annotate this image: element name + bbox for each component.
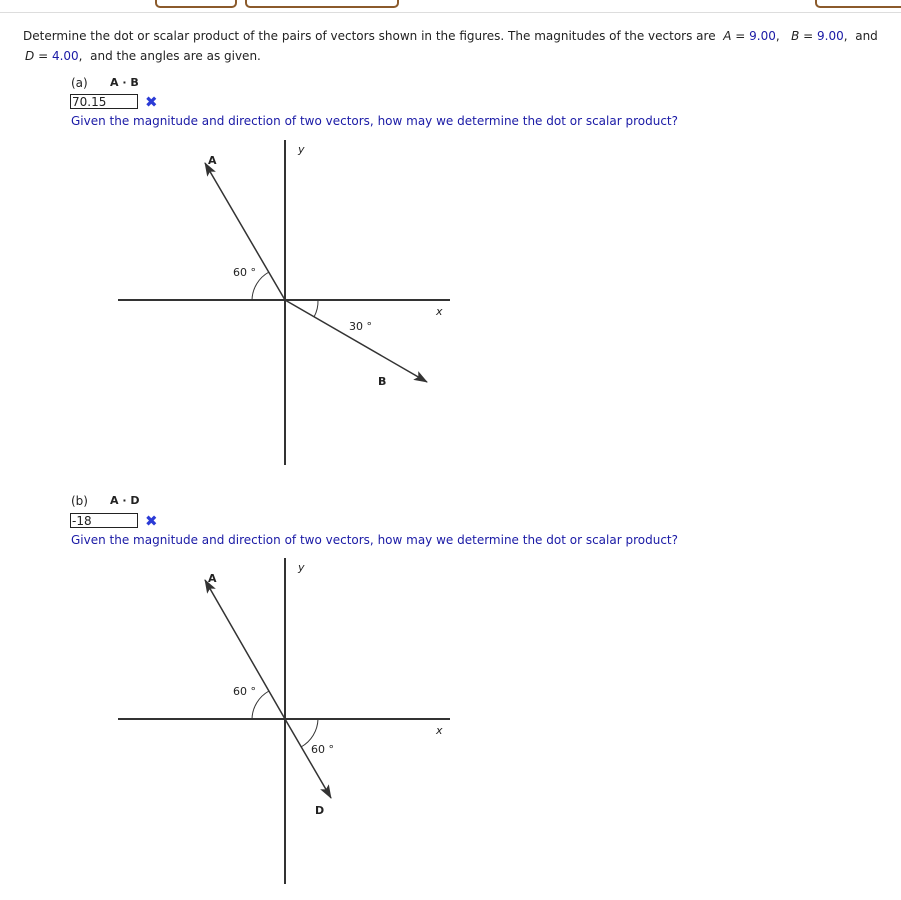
answer-input-b[interactable]: -18 (70, 513, 138, 528)
y-label: y (298, 561, 305, 574)
and: and (855, 29, 878, 43)
vector-a (205, 163, 285, 300)
hint-b[interactable]: Given the magnitude and direction of two vectors, how may we determine the dot or scalar product? (71, 533, 678, 547)
problem-line-1: Determine the dot or scalar product of the pairs of vectors shown in the figures. The magnitudes of the vectors are A = 9.00, B = 9.00, and (23, 29, 878, 43)
angle-label: 30 ° (349, 320, 372, 333)
figure-a (118, 140, 450, 465)
b-label: B (791, 29, 800, 43)
vector-a-label: A (208, 154, 217, 167)
vector-d-label: D (315, 804, 325, 817)
vector-b (285, 300, 427, 382)
wrong-x-icon: ✖ (145, 512, 158, 530)
angle-label: 60 ° (311, 743, 334, 756)
angle-label: 60 ° (233, 266, 256, 279)
vector-a-label: A (208, 572, 217, 585)
d-label: D (25, 49, 35, 63)
answer-input-a[interactable]: 70.15 (70, 94, 138, 109)
part-a-expr: A · B (110, 76, 139, 89)
part-b-expr: A · D (110, 494, 140, 507)
intro: Determine the dot or scalar product of the pairs of vectors shown in the figures. The magnitudes of the vectors are (23, 29, 716, 43)
figure-b (118, 558, 450, 884)
a-value: 9.00 (749, 29, 776, 43)
part-b-label: (b) (71, 494, 88, 508)
a-label: A (723, 29, 732, 43)
wrong-x-icon: ✖ (145, 93, 158, 111)
vector-a (205, 580, 285, 719)
x-label: x (436, 305, 443, 318)
hint-a[interactable]: Given the magnitude and direction of two vectors, how may we determine the dot or scalar product? (71, 114, 678, 128)
angle-label: 60 ° (233, 685, 256, 698)
y-label: y (298, 143, 305, 156)
tail: and the angles are as given. (90, 49, 261, 63)
problem-line-2: D = 4.00, and the angles are as given. (25, 49, 261, 63)
d-value: 4.00 (51, 49, 79, 63)
part-a-label: (a) (71, 76, 88, 90)
angle-arc (314, 300, 318, 317)
x-label: x (436, 724, 443, 737)
vector-b-label: B (378, 375, 387, 388)
vector-d (285, 719, 331, 798)
b-value: 9.00 (817, 29, 844, 43)
